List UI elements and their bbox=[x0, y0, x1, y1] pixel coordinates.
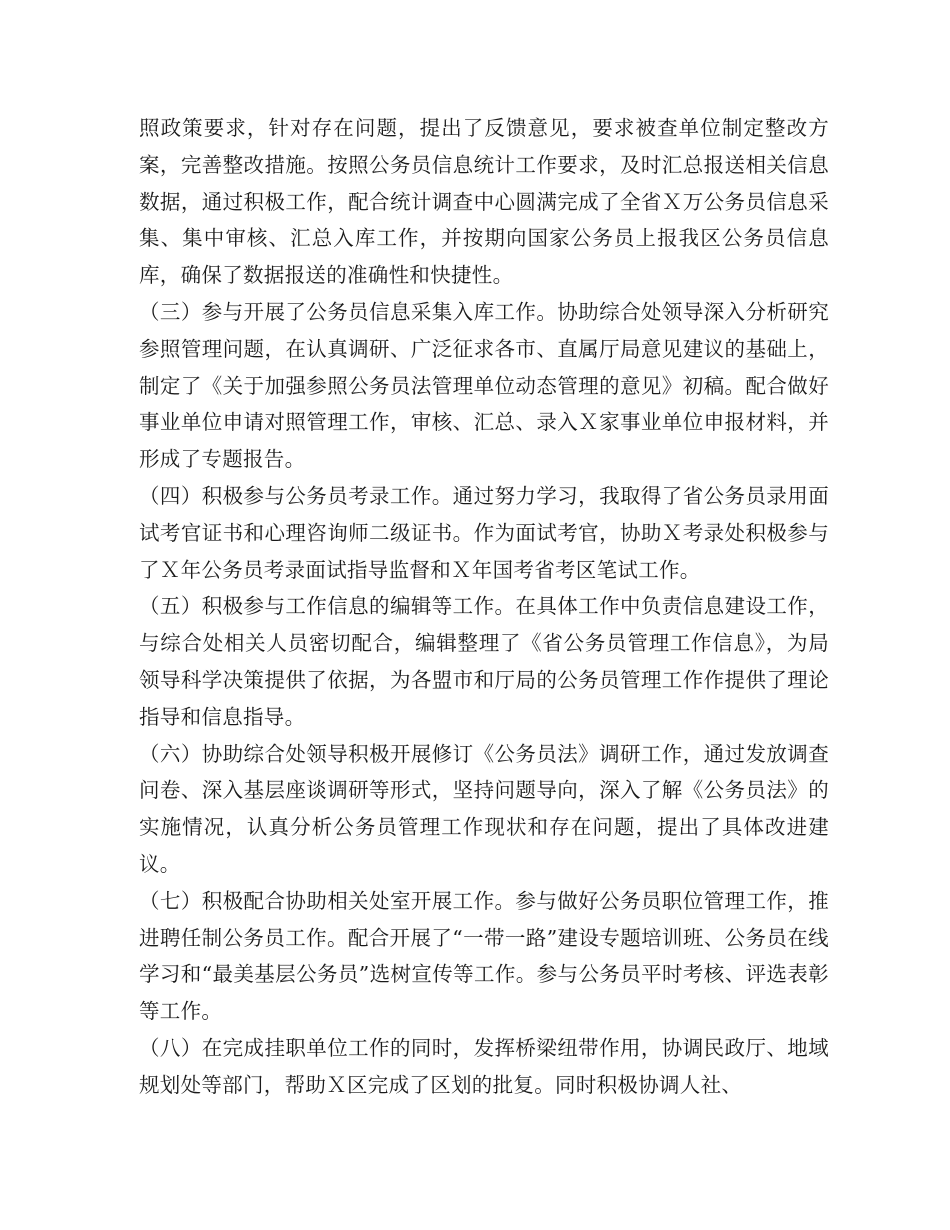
paragraph-item-6: （六）协助综合处领导积极开展修订《公务员法》调研工作，通过发放调查问卷、深入基层座谈调研等形式，坚持问题导向，深入了解《公务员法》的实施情况，认真分析公务员管理工作现状和存在问题，提出了具体改进建议。 bbox=[139, 741, 829, 876]
paragraph-item-8: （八）在完成挂职单位工作的同时，发挥桥梁纽带作用，协调民政厅、地域规划处等部门，帮助Ｘ区完成了区划的批复。同时积极协调人社、 bbox=[139, 1035, 829, 1097]
paragraph-continuation: 照政策要求，针对存在问题，提出了反馈意见，要求被查单位制定整改方案，完善整改措施。按照公务员信息统计工作要求，及时汇总报送相关信息数据，通过积极工作，配合统计调查中心圆满完成了全省Ｘ万公务员信息采集、集中审核、汇总入库工作，并按期向国家公务员上报我区公务员信息库，确保了数据报送的准确性和快捷性。 bbox=[139, 116, 829, 288]
paragraph-item-7: （七）积极配合协助相关处室开展工作。参与做好公务员职位管理工作，推进聘任制公务员工作。配合开展了“一带一路”建设专题培训班、公务员在线学习和“最美基层公务员”选树宣传等工作。参与公务员平时考核、评选表彰等工作。 bbox=[139, 888, 829, 1024]
paragraph-item-4: （四）积极参与公务员考录工作。通过努力学习，我取得了省公务员录用面试考官证书和心理咨询师二级证书。作为面试考官，协助Ｘ考录处积极参与了Ｘ年公务员考录面试指导监督和Ｘ年国考省考区笔试工作。 bbox=[139, 483, 829, 582]
document-body bbox=[139, 110, 829, 1104]
paragraph-item-3: （三）参与开展了公务员信息采集入库工作。协助综合处领导深入分析研究参照管理问题，在认真调研、广泛征求各市、直属厅局意见建议的基础上，制定了《关于加强参照公务员法管理单位动态管理的意见》初稿。配合做好事业单位申请对照管理工作，审核、汇总、录入Ｘ家事业单位申报材料，并形成了专题报告。 bbox=[139, 299, 829, 472]
paragraph-item-5: （五）积极参与工作信息的编辑等工作。在具体工作中负责信息建设工作，与综合处相关人员密切配合，编辑整理了《省公务员管理工作信息》，为局领导科学决策提供了依据，为各盟市和厅局的公务员管理工作作提供了理论指导和信息指导。 bbox=[139, 594, 829, 729]
